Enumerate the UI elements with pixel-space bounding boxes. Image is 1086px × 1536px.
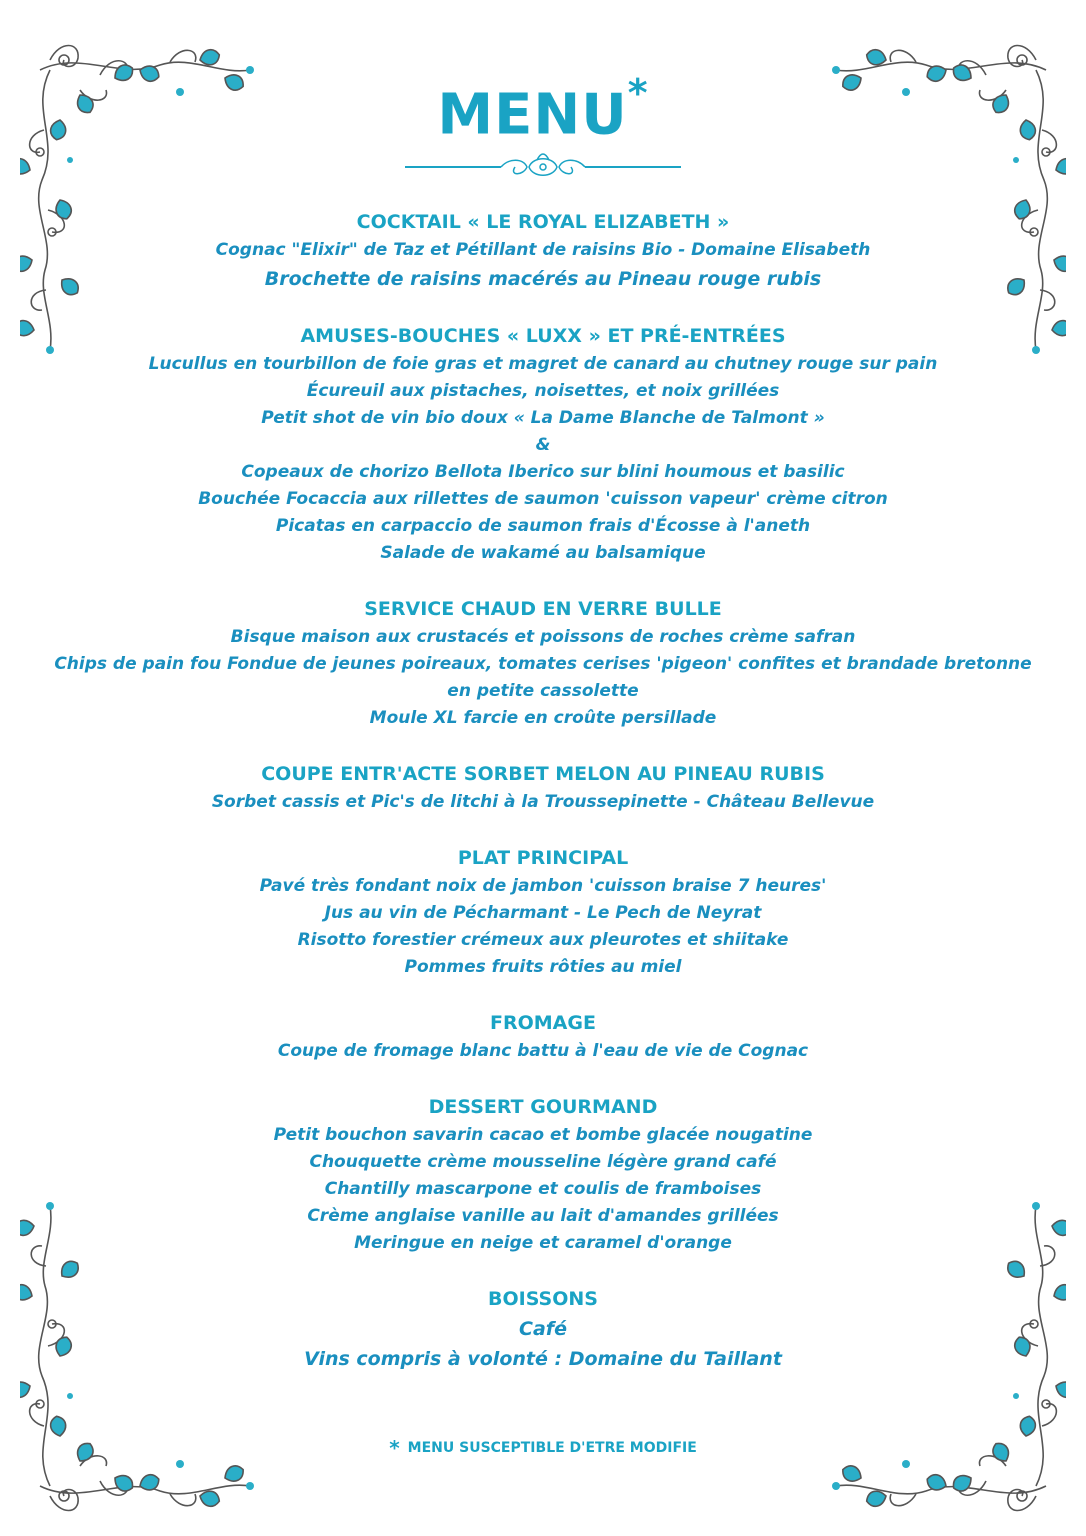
menu-item: Jus au vin de Pécharmant - Le Pech de Neyrat bbox=[324, 903, 762, 923]
menu-item: Pavé très fondant noix de jambon 'cuisson braise 7 heures' bbox=[259, 876, 827, 896]
menu-body bbox=[30, 207, 1056, 1401]
menu-item: Meringue en neige et caramel d'orange bbox=[354, 1233, 732, 1253]
footnote-text: MENU SUSCEPTIBLE D'ETRE MODIFIE bbox=[407, 1440, 697, 1456]
menu-item: Brochette de raisins macérés au Pineau rouge rubis bbox=[264, 268, 822, 290]
menu-section bbox=[30, 1284, 1056, 1374]
menu-item: Café bbox=[519, 1318, 567, 1340]
menu-item: Bisque maison aux crustacés et poissons de roches crème safran bbox=[230, 627, 856, 647]
menu-item: Chantilly mascarpone et coulis de framboises bbox=[324, 1179, 762, 1199]
menu-section bbox=[30, 594, 1056, 732]
menu-item: Copeaux de chorizo Bellota Iberico sur blini houmous et basilic bbox=[241, 462, 845, 482]
menu-section bbox=[30, 207, 1056, 294]
menu-item: Chouquette crème mousseline légère grand café bbox=[309, 1152, 777, 1172]
menu-section bbox=[30, 1092, 1056, 1257]
menu-section bbox=[30, 1008, 1056, 1065]
menu-section bbox=[30, 321, 1056, 567]
menu-title-asterisk: * bbox=[627, 71, 649, 115]
menu-section bbox=[30, 843, 1056, 981]
ornamental-divider bbox=[405, 150, 681, 184]
menu-item: Chips de pain fou Fondue de jeunes poireaux, tomates cerises 'pigeon' confites et brandade bretonne bbox=[54, 654, 1032, 674]
menu-item: Bouchée Focaccia aux rillettes de saumon 'cuisson vapeur' crème citron bbox=[198, 489, 888, 509]
menu-item: Crème anglaise vanille au lait d'amandes grillées bbox=[307, 1206, 779, 1226]
menu-item: Moule XL farcie en croûte persillade bbox=[369, 708, 717, 728]
menu-item: Petit bouchon savarin cacao et bombe glacée nougatine bbox=[273, 1125, 813, 1145]
menu-item: Petit shot de vin bio doux « La Dame Blanche de Talmont » bbox=[261, 408, 825, 428]
menu-title-text: MENU bbox=[437, 82, 628, 148]
menu-title bbox=[0, 66, 1086, 151]
section-title: AMUSES-BOUCHES « LUXX » ET PRÉ-ENTRÉES bbox=[300, 325, 786, 347]
section-title: FROMAGE bbox=[490, 1012, 596, 1034]
menu-item: & bbox=[535, 435, 551, 455]
menu-section bbox=[30, 759, 1056, 816]
menu-item: Écureuil aux pistaches, noisettes, et noix grillées bbox=[306, 381, 780, 401]
menu-item: Vins compris à volonté : Domaine du Taillant bbox=[304, 1348, 782, 1370]
menu-item: Picatas en carpaccio de saumon frais d'Écosse à l'aneth bbox=[275, 516, 811, 536]
section-title: BOISSONS bbox=[488, 1288, 598, 1310]
menu-item: Coupe de fromage blanc battu à l'eau de vie de Cognac bbox=[277, 1041, 809, 1061]
footnote-asterisk: * bbox=[389, 1436, 400, 1460]
menu-item: Lucullus en tourbillon de foie gras et magret de canard au chutney rouge sur pain bbox=[148, 354, 938, 374]
menu-item: Sorbet cassis et Pic's de litchi à la Troussepinette - Château Bellevue bbox=[211, 792, 875, 812]
menu-item: en petite cassolette bbox=[447, 681, 639, 701]
menu-item: Cognac "Elixir" de Taz et Pétillant de raisins Bio - Domaine Elisabeth bbox=[215, 240, 871, 260]
menu-item: Pommes fruits rôties au miel bbox=[404, 957, 682, 977]
section-title: COUPE ENTR'ACTE SORBET MELON AU PINEAU RUBIS bbox=[261, 763, 825, 785]
section-title: PLAT PRINCIPAL bbox=[457, 847, 629, 869]
section-title: DESSERT GOURMAND bbox=[428, 1096, 658, 1118]
section-title: COCKTAIL « LE ROYAL ELIZABETH » bbox=[356, 211, 730, 233]
menu-item: Salade de wakamé au balsamique bbox=[380, 543, 706, 563]
footnote bbox=[0, 1436, 1086, 1460]
section-title: SERVICE CHAUD EN VERRE BULLE bbox=[364, 598, 722, 620]
menu-item: Risotto forestier crémeux aux pleurotes et shiitake bbox=[297, 930, 789, 950]
